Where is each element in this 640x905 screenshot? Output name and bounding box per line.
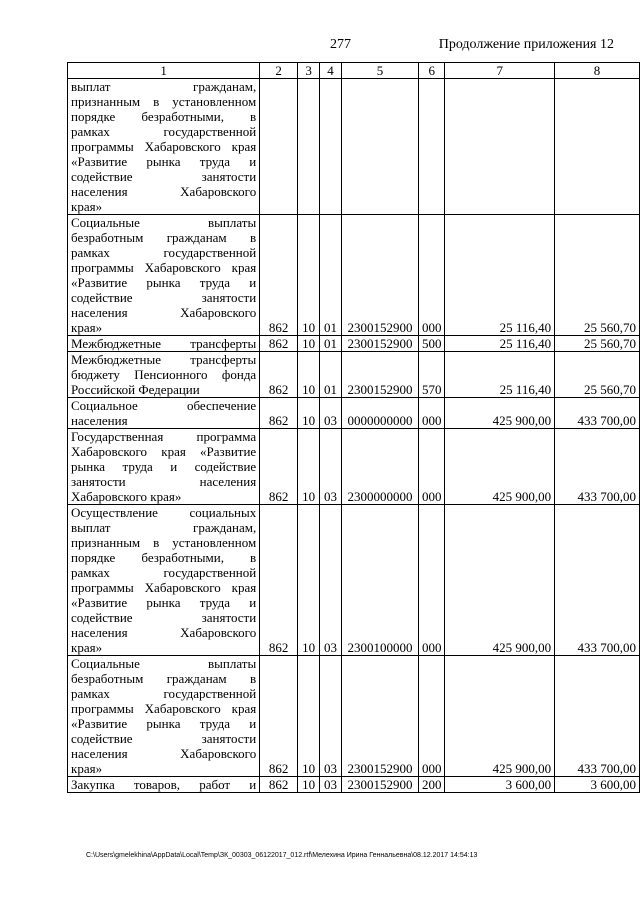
row-name-line: признанным в установленном <box>71 94 257 109</box>
expense-type-cell: 000 <box>418 398 445 429</box>
column-header: 8 <box>555 63 640 79</box>
section-cell: 10 <box>298 656 320 777</box>
table-row <box>68 505 640 656</box>
row-name-line: «Развитие рынка труда и <box>71 154 257 169</box>
amount-2019-cell: 25 560,70 <box>555 215 640 336</box>
row-name-line: края» <box>71 199 103 214</box>
admin-code-cell <box>260 79 298 215</box>
row-name-line: края» <box>71 761 103 776</box>
continuation-label: Продолжение приложения 12 <box>438 37 614 52</box>
row-name-line: рамках государственной <box>71 686 257 701</box>
row-name-line: Межбюджетные трансферты <box>71 352 257 367</box>
row-name-line: населения Хабаровского <box>71 305 257 320</box>
row-name-cell <box>68 79 260 215</box>
row-name-line: программы Хабаровского края <box>71 580 257 595</box>
row-name-cell <box>68 336 260 352</box>
row-name-line: Российской Федерации <box>71 382 200 397</box>
amount-2019-cell: 3 600,00 <box>555 777 640 793</box>
expense-type-cell: 000 <box>418 215 445 336</box>
table-header-row <box>68 63 640 79</box>
amount-2019-cell: 433 700,00 <box>555 656 640 777</box>
subsection-cell: 01 <box>320 352 342 398</box>
target-article-cell: 2300152900 <box>342 215 419 336</box>
row-name-line: содействие занятости <box>71 169 257 184</box>
row-name-line: рамках государственной <box>71 245 257 260</box>
target-article-cell: 2300152900 <box>342 777 419 793</box>
section-cell <box>298 79 320 215</box>
subsection-cell: 03 <box>320 656 342 777</box>
table-row <box>68 79 640 215</box>
admin-code-cell: 862 <box>260 429 298 505</box>
expense-type-cell: 570 <box>418 352 445 398</box>
row-name-line: рамках государственной <box>71 565 257 580</box>
row-name-cell <box>68 656 260 777</box>
target-article-cell: 2300152900 <box>342 336 419 352</box>
row-name-line: программы Хабаровского края <box>71 260 257 275</box>
row-name-line: Осуществление социальных <box>71 505 257 520</box>
admin-code-cell: 862 <box>260 656 298 777</box>
subsection-cell: 03 <box>320 777 342 793</box>
section-cell: 10 <box>298 215 320 336</box>
amount-2018-cell: 425 900,00 <box>445 398 555 429</box>
amount-2018-cell: 3 600,00 <box>445 777 555 793</box>
row-name-line: Межбюджетные трансферты <box>71 336 257 351</box>
row-name-line: края» <box>71 320 103 335</box>
row-name-line: Хабаровского края» <box>71 489 182 504</box>
target-article-cell: 2300152900 <box>342 656 419 777</box>
subsection-cell: 03 <box>320 429 342 505</box>
amount-2019-cell: 433 700,00 <box>555 505 640 656</box>
row-name-line: населения Хабаровского <box>71 184 257 199</box>
subsection-cell: 03 <box>320 398 342 429</box>
expense-type-cell: 000 <box>418 429 445 505</box>
row-name-line: порядке безработными, в <box>71 550 257 565</box>
section-cell: 10 <box>298 336 320 352</box>
amount-2019-cell: 25 560,70 <box>555 352 640 398</box>
row-name-cell <box>68 215 260 336</box>
table-row <box>68 215 640 336</box>
row-name-line: Социальное обеспечение <box>71 398 257 413</box>
row-name-line: содействие занятости <box>71 610 257 625</box>
row-name-cell <box>68 429 260 505</box>
column-header: 3 <box>298 63 320 79</box>
amount-2019-cell: 25 560,70 <box>555 336 640 352</box>
amount-2019-cell: 433 700,00 <box>555 398 640 429</box>
column-header: 1 <box>68 63 260 79</box>
column-header: 2 <box>260 63 298 79</box>
table-row <box>68 398 640 429</box>
expense-type-cell <box>418 79 445 215</box>
row-name-line: края» <box>71 640 103 655</box>
table-row <box>68 352 640 398</box>
row-name-line: безработным гражданам в <box>71 671 257 686</box>
amount-2018-cell: 425 900,00 <box>445 429 555 505</box>
row-name-line: программы Хабаровского края <box>71 701 257 716</box>
section-cell: 10 <box>298 505 320 656</box>
section-cell: 10 <box>298 352 320 398</box>
row-name-cell <box>68 777 260 793</box>
amount-2018-cell: 25 116,40 <box>445 336 555 352</box>
expense-type-cell: 000 <box>418 505 445 656</box>
row-name-line: содействие занятости <box>71 290 257 305</box>
amount-2019-cell: 433 700,00 <box>555 429 640 505</box>
admin-code-cell: 862 <box>260 777 298 793</box>
amount-2019-cell <box>555 79 640 215</box>
admin-code-cell: 862 <box>260 336 298 352</box>
section-cell: 10 <box>298 429 320 505</box>
footer-path: C:\Users\gmelekhina\AppData\Local\Temp\ЗК_00303_06122017_012.rtf\Мелехина Ирина Геннальевна\08.12.2017 14:54:13 <box>86 852 478 859</box>
row-name-cell <box>68 352 260 398</box>
budget-table <box>67 62 640 793</box>
row-name-cell <box>68 398 260 429</box>
row-name-line: рамках государственной <box>71 124 257 139</box>
subsection-cell: 01 <box>320 336 342 352</box>
amount-2018-cell <box>445 79 555 215</box>
subsection-cell: 03 <box>320 505 342 656</box>
row-name-line: населения <box>71 413 128 428</box>
row-name-line: признанным в установленном <box>71 535 257 550</box>
row-name-line: «Развитие рынка труда и <box>71 275 257 290</box>
expense-type-cell: 200 <box>418 777 445 793</box>
column-header: 5 <box>342 63 419 79</box>
expense-type-cell: 000 <box>418 656 445 777</box>
row-name-line: занятости населения <box>71 474 257 489</box>
amount-2018-cell: 25 116,40 <box>445 215 555 336</box>
subsection-cell: 01 <box>320 215 342 336</box>
table-row <box>68 336 640 352</box>
row-name-line: безработным гражданам в <box>71 230 257 245</box>
row-name-line: Социальные выплаты <box>71 656 257 671</box>
page-number: 277 <box>330 37 351 52</box>
row-name-line: порядке безработными, в <box>71 109 257 124</box>
table-body <box>68 79 640 793</box>
table-row <box>68 656 640 777</box>
column-header: 7 <box>445 63 555 79</box>
row-name-cell <box>68 505 260 656</box>
admin-code-cell: 862 <box>260 505 298 656</box>
admin-code-cell: 862 <box>260 215 298 336</box>
column-header: 4 <box>320 63 342 79</box>
row-name-line: выплат гражданам, <box>71 520 257 535</box>
amount-2018-cell: 425 900,00 <box>445 656 555 777</box>
target-article-cell: 2300152900 <box>342 352 419 398</box>
row-name-line: Закупка товаров, работ и <box>71 777 257 792</box>
section-cell: 10 <box>298 777 320 793</box>
row-name-line: бюджету Пенсионного фонда <box>71 367 257 382</box>
row-name-line: Государственная программа <box>71 429 257 444</box>
admin-code-cell: 862 <box>260 398 298 429</box>
row-name-line: Хабаровского края «Развитие <box>71 444 257 459</box>
row-name-line: «Развитие рынка труда и <box>71 595 257 610</box>
admin-code-cell: 862 <box>260 352 298 398</box>
amount-2018-cell: 25 116,40 <box>445 352 555 398</box>
expense-type-cell: 500 <box>418 336 445 352</box>
table-row <box>68 429 640 505</box>
target-article-cell: 2300100000 <box>342 505 419 656</box>
row-name-line: Социальные выплаты <box>71 215 257 230</box>
row-name-line: рынка труда и содействие <box>71 459 257 474</box>
target-article-cell: 2300000000 <box>342 429 419 505</box>
row-name-line: содействие занятости <box>71 731 257 746</box>
column-header: 6 <box>418 63 445 79</box>
row-name-line: «Развитие рынка труда и <box>71 716 257 731</box>
subsection-cell <box>320 79 342 215</box>
row-name-line: населения Хабаровского <box>71 746 257 761</box>
amount-2018-cell: 425 900,00 <box>445 505 555 656</box>
section-cell: 10 <box>298 398 320 429</box>
target-article-cell: 0000000000 <box>342 398 419 429</box>
table-row <box>68 777 640 793</box>
row-name-line: выплат гражданам, <box>71 79 257 94</box>
row-name-line: программы Хабаровского края <box>71 139 257 154</box>
target-article-cell <box>342 79 419 215</box>
row-name-line: населения Хабаровского <box>71 625 257 640</box>
